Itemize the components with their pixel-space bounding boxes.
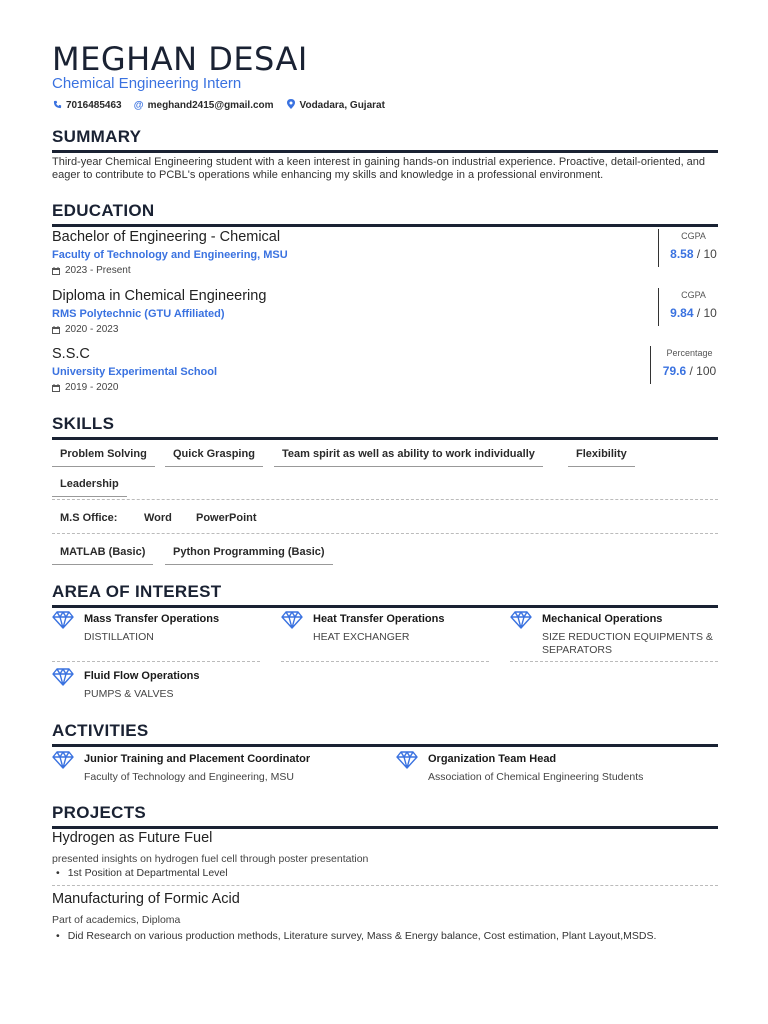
skill-row (52, 446, 718, 500)
score-label: Percentage (666, 348, 713, 358)
skill-row (52, 510, 718, 534)
skill-tag: Flexibility (568, 446, 635, 467)
skill-tag: MATLAB (Basic) (52, 544, 153, 565)
calendar-icon (52, 267, 60, 275)
interest-desc: DISTILLATION (84, 631, 154, 643)
divider (510, 661, 718, 662)
calendar-icon (52, 326, 60, 334)
location-text: Vodadara, Gujarat (299, 100, 385, 111)
diamond-icon (396, 751, 418, 769)
projects-heading: PROJECTS (52, 803, 718, 829)
education-entry (52, 288, 718, 344)
interest-heading: AREA OF INTEREST (52, 582, 718, 608)
education-entry (52, 229, 718, 285)
calendar-icon (52, 384, 60, 392)
interest-title: Heat Transfer Operations (313, 613, 445, 625)
contact-phone[interactable] (52, 99, 122, 112)
contact-location (286, 99, 385, 112)
skill-tag: PowerPoint (196, 512, 257, 524)
project-bullet: • 1st Position at Departmental Level (56, 867, 228, 879)
project-title: Manufacturing of Formic Acid (52, 891, 240, 907)
phone-icon (52, 100, 62, 112)
divider (52, 885, 718, 886)
skill-row (52, 544, 718, 568)
score-value: 79.6 / 100 (662, 364, 717, 378)
education-dates: 2019 - 2020 (52, 382, 118, 393)
diamond-icon (52, 668, 74, 686)
diamond-icon (510, 611, 532, 629)
at-icon: @ (133, 100, 144, 111)
project-desc: presented insights on hydrogen fuel cell through poster presentation (52, 853, 369, 865)
project-desc: Part of academics, Diploma (52, 914, 181, 926)
map-pin-icon (286, 99, 296, 112)
score-box (658, 288, 718, 326)
contact-bar (52, 99, 385, 112)
diamond-icon (52, 751, 74, 769)
skill-tag: Problem Solving (52, 446, 155, 467)
diamond-icon (281, 611, 303, 629)
activity-title: Organization Team Head (428, 753, 557, 765)
score-box (658, 229, 718, 267)
email-text: meghand2415@gmail.com (147, 100, 274, 111)
interest-desc: PUMPS & VALVES (84, 688, 174, 700)
degree-title: Bachelor of Engineering - Chemical (52, 229, 281, 245)
activity-desc: Faculty of Technology and Engineering, MSU (84, 771, 294, 783)
interest-title: Mass Transfer Operations (84, 613, 220, 625)
interest-title: Fluid Flow Operations (84, 670, 200, 682)
education-dates: 2020 - 2023 (52, 324, 118, 335)
score-box (650, 346, 718, 384)
bullet-dot: • (56, 867, 60, 879)
skill-tag: M.S Office: (60, 512, 118, 524)
project-bullet: • Did Research on various production methods, Literature survey, Mass & Energy balance, Cost estimation, Plant Layout,MSDS. (56, 930, 657, 942)
school-name: University Experimental School (52, 366, 218, 378)
skill-tag: Quick Grasping (165, 446, 263, 467)
interest-desc: HEAT EXCHANGER (313, 631, 410, 643)
degree-title: S.S.C (52, 346, 90, 362)
contact-email[interactable] (134, 99, 274, 112)
education-entry (52, 346, 718, 402)
interest-desc: SIZE REDUCTION EQUIPMENTS & SEPARATORS (542, 631, 713, 656)
project-title: Hydrogen as Future Fuel (52, 830, 213, 846)
summary-text: Third-year Chemical Engineering student with a keen interest in gaining hands-on industrial experience. Proactive, detail-oriented, and eager to contribute to PCBL's operations while enhancing my skills and knowledge in a professional environment. (52, 156, 706, 181)
education-heading: EDUCATION (52, 201, 718, 227)
activity-desc: Association of Chemical Engineering Students (428, 771, 644, 783)
skill-tag: Python Programming (Basic) (165, 544, 333, 565)
divider (281, 661, 489, 662)
score-value: 8.58 / 10 (670, 247, 717, 261)
skill-tag: Team spirit as well as ability to work individually (274, 446, 543, 467)
degree-title: Diploma in Chemical Engineering (52, 288, 267, 304)
activities-heading: ACTIVITIES (52, 721, 718, 747)
school-name: Faculty of Technology and Engineering, MSU (52, 249, 288, 261)
score-label: CGPA (681, 231, 706, 241)
candidate-role: Chemical Engineering Intern (52, 75, 242, 92)
phone-text: 7016485463 (66, 100, 122, 111)
education-dates: 2023 - Present (52, 265, 131, 276)
interest-title: Mechanical Operations (542, 613, 663, 625)
score-value: 9.84 / 10 (670, 306, 717, 320)
skill-tag: Word (144, 512, 172, 524)
score-label: CGPA (681, 290, 706, 300)
skill-tag: Leadership (52, 476, 127, 497)
divider (52, 661, 260, 662)
summary-heading: SUMMARY (52, 127, 718, 153)
bullet-dot: • (56, 930, 60, 942)
activity-title: Junior Training and Placement Coordinator (84, 753, 311, 765)
school-name: RMS Polytechnic (GTU Affiliated) (52, 308, 225, 320)
diamond-icon (52, 611, 74, 629)
skills-heading: SKILLS (52, 414, 718, 440)
candidate-name: MEGHAN DESAI (52, 40, 308, 78)
